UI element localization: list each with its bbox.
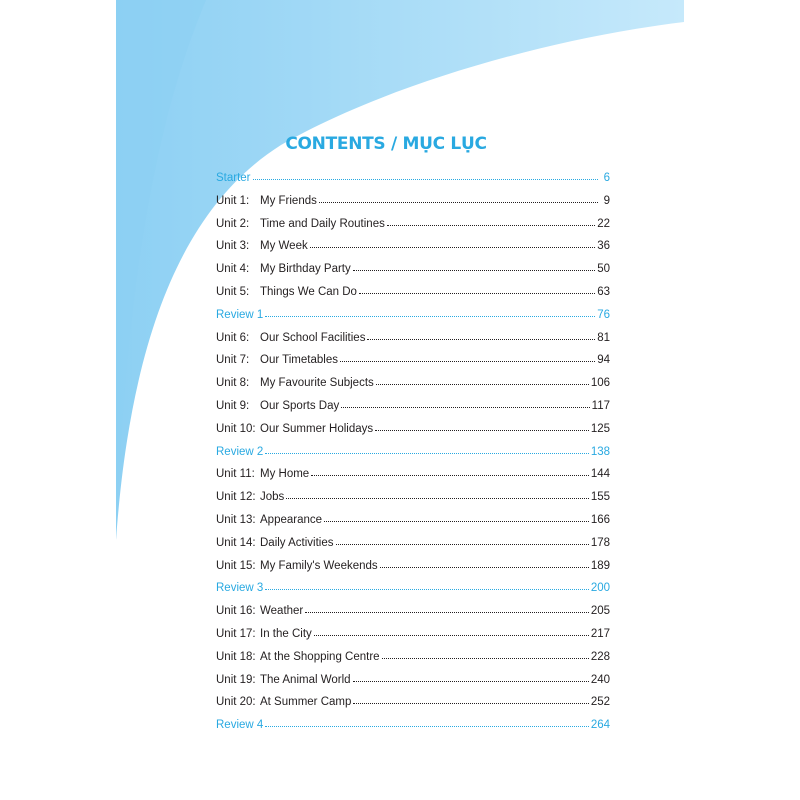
toc-entry-page: 6 bbox=[603, 172, 610, 184]
toc-entry-unit: Unit 12: bbox=[216, 491, 256, 504]
dot-leader bbox=[311, 474, 589, 476]
toc-entry-label bbox=[216, 218, 385, 230]
toc-entry-label bbox=[216, 468, 309, 480]
toc-entry-unit: Review 4 bbox=[216, 719, 264, 732]
toc-entry-label bbox=[216, 537, 334, 549]
toc-entry-page: 76 bbox=[597, 308, 610, 321]
toc-entry[interactable] bbox=[216, 263, 610, 286]
toc-entry-unit: Unit 20: bbox=[216, 696, 256, 709]
dot-leader bbox=[376, 383, 589, 385]
toc-entry-label bbox=[216, 377, 374, 389]
toc-entry[interactable] bbox=[216, 377, 610, 400]
toc-entry-page: 228 bbox=[590, 650, 610, 663]
toc-entry[interactable] bbox=[216, 309, 610, 332]
toc-entry-page: 264 bbox=[590, 719, 610, 732]
toc-entry-label bbox=[216, 582, 263, 594]
toc-entry[interactable] bbox=[216, 240, 610, 263]
toc-entry-title: The Animal World bbox=[260, 673, 351, 686]
dot-leader bbox=[253, 178, 598, 180]
toc-entry-title: Things We Can Do bbox=[260, 285, 357, 298]
toc-entry-title: Our School Facilities bbox=[260, 331, 366, 344]
toc-entry[interactable] bbox=[216, 195, 610, 218]
toc-entry-page: 217 bbox=[590, 627, 610, 640]
table-of-contents bbox=[216, 172, 610, 742]
dot-leader bbox=[382, 657, 589, 659]
toc-entry[interactable] bbox=[216, 468, 610, 491]
toc-entry-page: 63 bbox=[597, 285, 610, 298]
dot-leader bbox=[387, 224, 595, 226]
toc-entry-page: 81 bbox=[597, 331, 610, 344]
toc-entry-title: My Friends bbox=[260, 194, 317, 207]
toc-entry-title: Daily Activities bbox=[260, 536, 334, 549]
dot-leader bbox=[340, 360, 595, 362]
toc-entry-title: My Favourite Subjects bbox=[260, 377, 374, 390]
toc-entry-label bbox=[216, 423, 373, 435]
toc-entry-label bbox=[216, 240, 308, 252]
toc-entry-label bbox=[216, 400, 339, 412]
dot-leader bbox=[367, 338, 595, 340]
dot-leader bbox=[314, 634, 589, 636]
toc-entry-title: Jobs bbox=[260, 491, 285, 504]
toc-entry[interactable] bbox=[216, 400, 610, 423]
toc-entry-label bbox=[216, 309, 263, 321]
toc-entry[interactable] bbox=[216, 172, 610, 195]
dot-leader bbox=[286, 497, 589, 499]
dot-leader bbox=[265, 315, 595, 317]
toc-entry-label bbox=[216, 514, 322, 526]
toc-entry-label bbox=[216, 286, 357, 298]
toc-entry-title: Our Sports Day bbox=[260, 399, 340, 412]
toc-entry-unit: Unit 4: bbox=[216, 263, 250, 276]
dot-leader bbox=[353, 269, 595, 271]
toc-entry[interactable] bbox=[216, 628, 610, 651]
dot-leader bbox=[319, 201, 598, 203]
toc-entry-label bbox=[216, 195, 317, 207]
toc-entry-page: 200 bbox=[590, 582, 610, 595]
toc-entry[interactable] bbox=[216, 605, 610, 628]
dot-leader bbox=[359, 292, 595, 294]
toc-entry-label bbox=[216, 674, 351, 686]
toc-entry-label bbox=[216, 628, 312, 640]
toc-entry[interactable] bbox=[216, 354, 610, 377]
toc-entry-title: Appearance bbox=[260, 513, 323, 526]
book-page bbox=[116, 0, 684, 800]
toc-entry-unit: Unit 1: bbox=[216, 194, 250, 207]
toc-entry-title: Our Summer Holidays bbox=[260, 422, 374, 435]
toc-entry[interactable] bbox=[216, 286, 610, 309]
toc-entry-page: 205 bbox=[590, 605, 610, 618]
toc-entry-unit: Unit 10: bbox=[216, 422, 256, 435]
toc-entry[interactable] bbox=[216, 218, 610, 241]
toc-entry-unit: Unit 8: bbox=[216, 377, 250, 390]
dot-leader bbox=[265, 452, 589, 454]
toc-entry-label bbox=[216, 332, 365, 344]
toc-entry-unit: Unit 9: bbox=[216, 399, 250, 412]
toc-entry-unit: Unit 15: bbox=[216, 559, 256, 572]
toc-entry-page: 50 bbox=[597, 263, 610, 276]
toc-entry-unit: Unit 14: bbox=[216, 536, 256, 549]
toc-entry-unit: Unit 13: bbox=[216, 513, 256, 526]
toc-entry-unit: Unit 7: bbox=[216, 354, 250, 367]
toc-entry-title: Weather bbox=[260, 605, 304, 618]
toc-entry-unit: Unit 5: bbox=[216, 285, 250, 298]
toc-entry-label bbox=[216, 172, 251, 184]
toc-entry-label bbox=[216, 446, 263, 458]
toc-entry-page: 178 bbox=[590, 536, 610, 549]
toc-entry-unit: Review 2 bbox=[216, 445, 264, 458]
toc-entry-unit: Starter bbox=[216, 172, 251, 184]
toc-entry-page: 166 bbox=[590, 513, 610, 526]
toc-entry-page: 106 bbox=[590, 377, 610, 390]
toc-entry[interactable] bbox=[216, 332, 610, 355]
toc-entry-page: 125 bbox=[590, 422, 610, 435]
toc-entry-page: 155 bbox=[590, 491, 610, 504]
toc-entry-unit: Unit 2: bbox=[216, 217, 250, 230]
toc-entry[interactable] bbox=[216, 446, 610, 469]
toc-entry[interactable] bbox=[216, 491, 610, 514]
toc-entry-unit: Unit 17: bbox=[216, 627, 256, 640]
toc-entry[interactable] bbox=[216, 582, 610, 605]
toc-entry-unit: Unit 11: bbox=[216, 468, 255, 481]
toc-entry-label bbox=[216, 263, 351, 275]
toc-entry-label bbox=[216, 560, 378, 572]
dot-leader bbox=[305, 611, 589, 613]
toc-entry-title: Time and Daily Routines bbox=[260, 217, 385, 230]
toc-entry[interactable] bbox=[216, 560, 610, 583]
toc-entry-page: 138 bbox=[590, 445, 610, 458]
dot-leader bbox=[265, 725, 589, 727]
toc-entry[interactable] bbox=[216, 719, 610, 742]
toc-entry-title: My Birthday Party bbox=[260, 263, 351, 276]
dot-leader bbox=[375, 429, 589, 431]
toc-entry-title: My Family's Weekends bbox=[260, 559, 378, 572]
toc-entry-label bbox=[216, 651, 380, 663]
toc-entry-unit: Unit 19: bbox=[216, 673, 256, 686]
toc-entry-label bbox=[216, 491, 284, 503]
toc-entry-title: In the City bbox=[260, 627, 312, 640]
toc-entry-unit: Review 1 bbox=[216, 308, 264, 321]
dot-leader bbox=[324, 520, 589, 522]
toc-entry-page: 117 bbox=[591, 399, 610, 412]
dot-leader bbox=[310, 246, 595, 248]
dot-leader bbox=[353, 702, 588, 704]
toc-entry-unit: Unit 18: bbox=[216, 650, 256, 663]
toc-entry-page: 22 bbox=[597, 217, 610, 230]
dot-leader bbox=[336, 543, 589, 545]
toc-entry[interactable] bbox=[216, 537, 610, 560]
dot-leader bbox=[265, 588, 589, 590]
toc-entry-page: 240 bbox=[590, 673, 610, 686]
toc-entry[interactable] bbox=[216, 674, 610, 697]
toc-entry[interactable] bbox=[216, 696, 610, 719]
toc-entry-title: At Summer Camp bbox=[260, 696, 352, 709]
toc-entry-page: 189 bbox=[590, 559, 610, 572]
toc-entry[interactable] bbox=[216, 423, 610, 446]
toc-entry-title: My Week bbox=[260, 240, 308, 253]
dot-leader bbox=[353, 680, 589, 682]
toc-entry-label bbox=[216, 605, 303, 617]
toc-entry-unit: Unit 6: bbox=[216, 331, 250, 344]
toc-entry-label bbox=[216, 354, 338, 366]
toc-entry-page: 252 bbox=[590, 696, 610, 709]
toc-entry-label bbox=[216, 719, 263, 731]
toc-entry[interactable] bbox=[216, 651, 610, 674]
toc-entry-unit: Review 3 bbox=[216, 582, 264, 595]
toc-entry-page: 36 bbox=[597, 240, 610, 253]
toc-entry-title: My Home bbox=[260, 468, 310, 481]
toc-entry-unit: Unit 3: bbox=[216, 240, 250, 253]
dot-leader bbox=[380, 566, 589, 568]
toc-entry[interactable] bbox=[216, 514, 610, 537]
dot-leader bbox=[341, 406, 589, 408]
toc-entry-title: Our Timetables bbox=[260, 354, 338, 367]
toc-entry-page: 94 bbox=[597, 354, 610, 367]
toc-entry-label bbox=[216, 696, 351, 708]
toc-entry-unit: Unit 16: bbox=[216, 605, 256, 618]
page-title: CONTENTS / MỤC LỤC bbox=[285, 134, 487, 154]
toc-entry-title: At the Shopping Centre bbox=[260, 650, 380, 663]
toc-entry-page: 9 bbox=[603, 194, 610, 207]
toc-entry-page: 144 bbox=[590, 468, 610, 481]
